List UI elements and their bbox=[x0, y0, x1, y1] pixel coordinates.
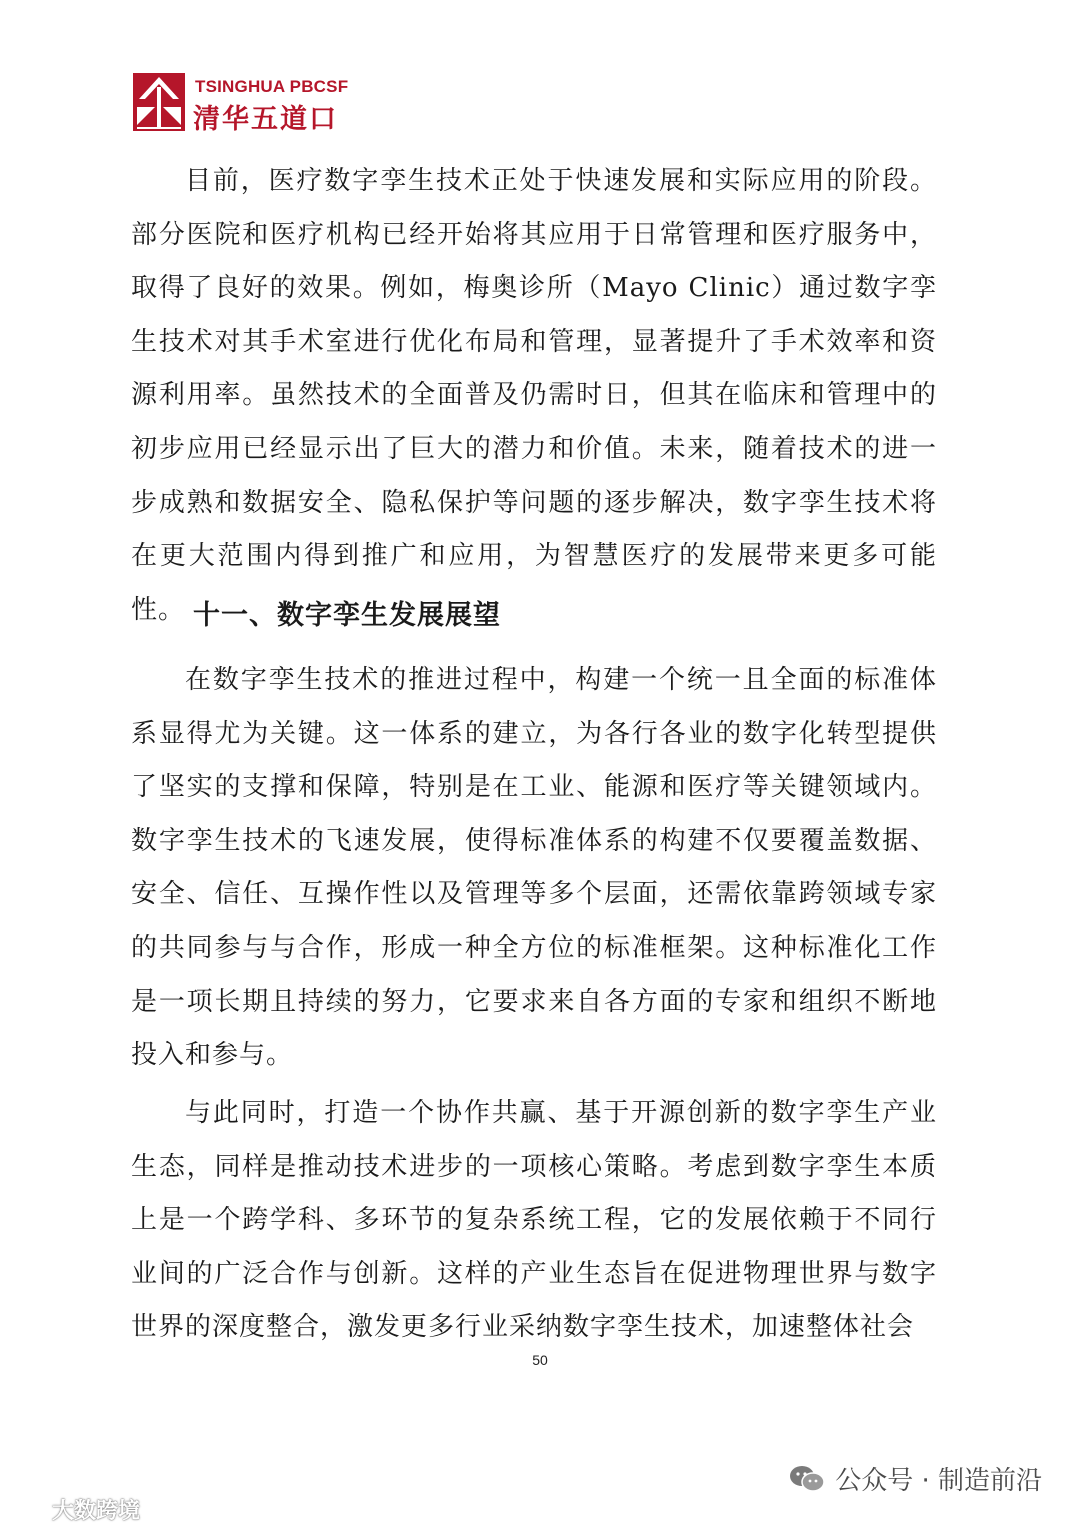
paragraph-industry-ecosystem: 与此同时，打造一个协作共赢、基于开源创新的数字孪生产业生态，同样是推动技术进步的一项核心策略。考虑到数字孪生本质上是一个跨学科、多环节的复杂系统工程，它的发展依赖于不同行业间的广泛合作与创新。这样的产业生态旨在促进物理世界与数字世界的深度整合，激发更多行业采纳数字孪生技术，加速整体社会 bbox=[131, 1098, 937, 1343]
wechat-account-label: 公众号 · 制造前沿 bbox=[835, 1466, 1042, 1496]
weibo-icon bbox=[6, 1497, 46, 1523]
wechat-icon bbox=[789, 1464, 825, 1494]
watermark-text: 大数跨境 bbox=[52, 1499, 141, 1524]
wechat-footer bbox=[789, 1460, 1042, 1497]
logo-chinese-text: 清华五道口 bbox=[193, 104, 338, 135]
page-number: 50 bbox=[532, 1352, 548, 1368]
paragraph-standard-system: 在数字孪生技术的推进过程中，构建一个统一且全面的标准体系显得尤为关键。这一体系的建立，为各行各业的数字化转型提供了坚实的支撑和保障，特别是在工业、能源和医疗等关键领域内。数字孪生技术的飞速发展，使得标准体系的构建不仅要覆盖数据、安全、信任、互操作性以及管理等多个层面，还需依靠跨领域专家的共同参与与合作，形成一种全方位的标准框架。这种标准化工作是一项长期且持续的努力，它要求来自各方面的专家和组织不断地投入和参与。 bbox=[131, 665, 937, 1071]
watermark-left bbox=[6, 1494, 140, 1525]
logo-english-text: TSINGHUA PBCSF bbox=[195, 77, 349, 96]
header-logo bbox=[133, 73, 363, 133]
logo-mark-icon bbox=[133, 73, 185, 131]
paragraph-medical-digital-twin: 目前，医疗数字孪生技术正处于快速发展和实际应用的阶段。部分医院和医疗机构已经开始将其应用于日常管理和医疗服务中，取得了良好的效果。例如，梅奥诊所（Mayo Clinic）通过数字孪生技术对其手术室进行优化布局和管理，显著提升了手术效率和资源利用率。虽然技术的全面普及仍需时日，但其在临床和管理中的初步应用已经显示出了巨大的潜力和价值。未来，随着技术的进一步成熟和数据安全、隐私保护等问题的逐步解决，数字孪生技术将在更大范围内得到推广和应用，为智慧医疗的发展带来更多可能性。 bbox=[131, 166, 937, 625]
section-heading: 十一、数字孪生发展展望 bbox=[193, 600, 501, 631]
